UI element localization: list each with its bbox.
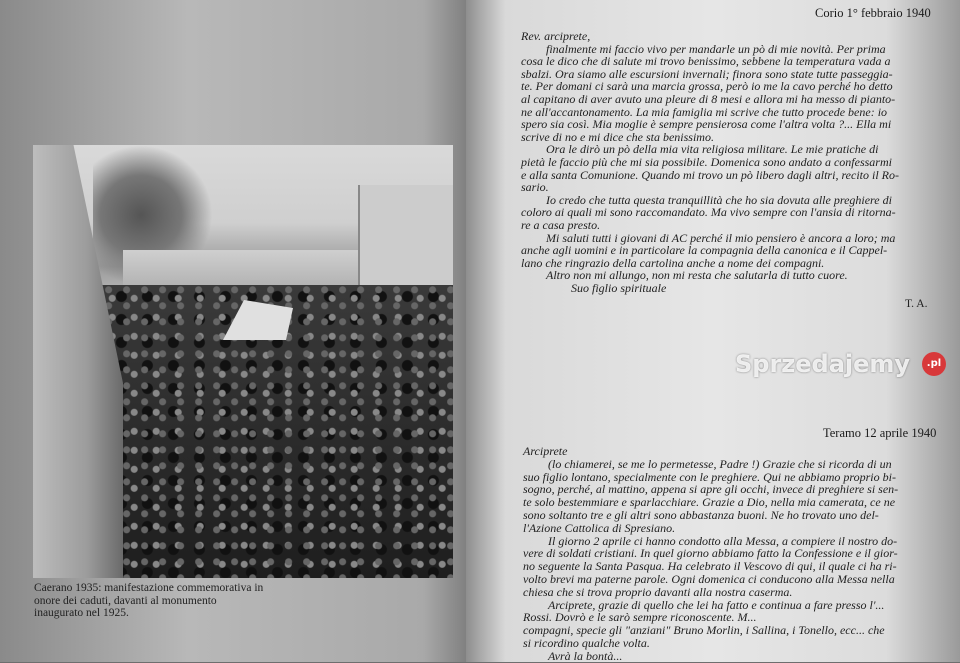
letter1-date: Corio 1° febbraio 1940: [815, 6, 931, 20]
letter-line: coloro ai quali mi sono raccomandato. Ma vivo sempre con l'ansia di ritorna-: [521, 205, 896, 220]
letter-line: re a casa presto.: [521, 218, 601, 232]
caption-line: onore dei caduti, davanti al monumento: [34, 594, 217, 607]
letter-line: ne all'accantonamento. La mia famiglia mi scrive che tutto procede bene: io: [521, 104, 888, 119]
letter-line: Mi saluti tutti i giovani di AC perché il mio pensiero è ancora a loro; ma: [546, 230, 896, 245]
left-page: [0, 0, 470, 662]
letter-line: Arciprete, grazie di quello che lei ha fatto e continua a fare presso l'...: [548, 597, 885, 612]
letter-line: chiesa che si trova proprio davanti alla nostra caserma.: [523, 584, 793, 599]
letter-line: Ora le dirò un pò della mia vita religiosa militare. Le mie pratiche di: [546, 142, 879, 157]
historical-photo: [33, 145, 453, 578]
letter-line: te solo bestemmiare e sparlacchiare. Grazie a Dio, nella mia camerata, ce ne: [523, 495, 896, 510]
letter-line: sario.: [521, 180, 549, 195]
letter-line: te. Per domani ci sarà una marcia grossa, però io me la cavo perché ho detto: [521, 79, 893, 94]
letter-line: cosa le dico che di salute mi trovo benissimo, sebbene la temperatura vada a: [521, 54, 891, 69]
letter-line: Arciprete: [523, 444, 568, 458]
photo-caption: [34, 582, 294, 620]
letter1-signature: T. A.: [905, 298, 928, 310]
photo-house: [358, 185, 453, 285]
letter-line: Suo figlio spirituale: [571, 281, 667, 295]
letter-line: Il giorno 2 aprile ci hanno condotto alla Messa, a compiere il nostro do-: [548, 533, 898, 548]
letter-line: sbalzi. Ora siamo alle escursioni invernali; finora sono state tutte passeggia-: [521, 66, 893, 81]
letter-line: si ricordino qualche volta.: [523, 636, 650, 650]
letter-line: Rossi. Dovrò e le sarò sempre riconoscente. M...: [523, 610, 757, 625]
letter-line: Rev. arciprete,: [521, 29, 591, 43]
letter-line: Avrà la bontà...: [548, 648, 623, 663]
letter-line: Altro non mi allungo, non mi resta che salutarla di tutto cuore.: [546, 268, 848, 283]
letter-line: spero sia così. Mia moglie è sempre pensierosa come l'altra volta ?... Ella mi: [521, 117, 892, 132]
letter-line: lano che ringrazio della cartolina anche a nome dei compagni.: [521, 255, 825, 270]
caption-line: Caerano 1935: manifestazione commemorativa in: [34, 582, 264, 594]
letter-line: finalmente mi faccio vivo per mandarle un pò di mie novità. Per prima: [546, 41, 886, 56]
letter-line: scrive di no e mi dice che sta benissimo.: [521, 129, 714, 144]
letter-line: no seguente la Santa Pasqua. Ha celebrato il Vescovo di qui, il quale ci ha ri-: [523, 559, 897, 574]
letter-line: anche agli uomini e in particolare la compagnia della canonica e il Cappel-: [521, 243, 888, 258]
caption-line: inaugurato nel 1925.: [34, 607, 129, 619]
letter-line: sono soltanto tre e gli altri sono abbastanza buoni. Ne ho trovato uno del-: [523, 508, 879, 522]
letter2-date: Teramo 12 aprile 1940: [823, 426, 937, 440]
letter-line: compagni, specie gli "anziani" Bruno Morlin, i Sallina, i Tonello, ecc... che: [523, 623, 885, 638]
letter-line: al capitano di aver avuto una pleure di 8 mesi e allora mi ha messo di pianto-: [521, 92, 896, 106]
letter-line: (lo chiamerei, se me lo permetesse, Padre !) Grazie che si ricorda di un: [548, 456, 892, 471]
letter-line: vere di soldati cristiani. In quel giorno abbiamo fatto la Confessione e il gior-: [523, 546, 898, 561]
watermark-logo: Sprzedajemy: [735, 350, 911, 378]
letter-line: sogno, perché, al mattino, appena si apre gli occhi, invece di preghiere si sen-: [523, 482, 899, 497]
letter-line: pietà le faccio più che mi sia possibile. Domenica sono andato a confessarmi: [521, 155, 892, 169]
letter-line: l'Azione Cattolica di Spresiano.: [523, 520, 676, 535]
letter-line: e alla santa Comunione. Quando mi trovo un pò libero dagli altri, recito il Ro-: [521, 167, 899, 182]
letter-line: Io credo che tutta questa tranquillità che ho sia dovuta alle preghiere di: [546, 192, 892, 207]
letter-line: volto brevi ma paterne parole. Ogni domenica ci conducono alla Messa nella: [523, 572, 895, 586]
letter-line: suo figlio lontano, specialmente con le preghiere. Qui ne abbiamo proprio bi-: [523, 469, 896, 484]
watermark-badge: .pl: [922, 352, 946, 376]
